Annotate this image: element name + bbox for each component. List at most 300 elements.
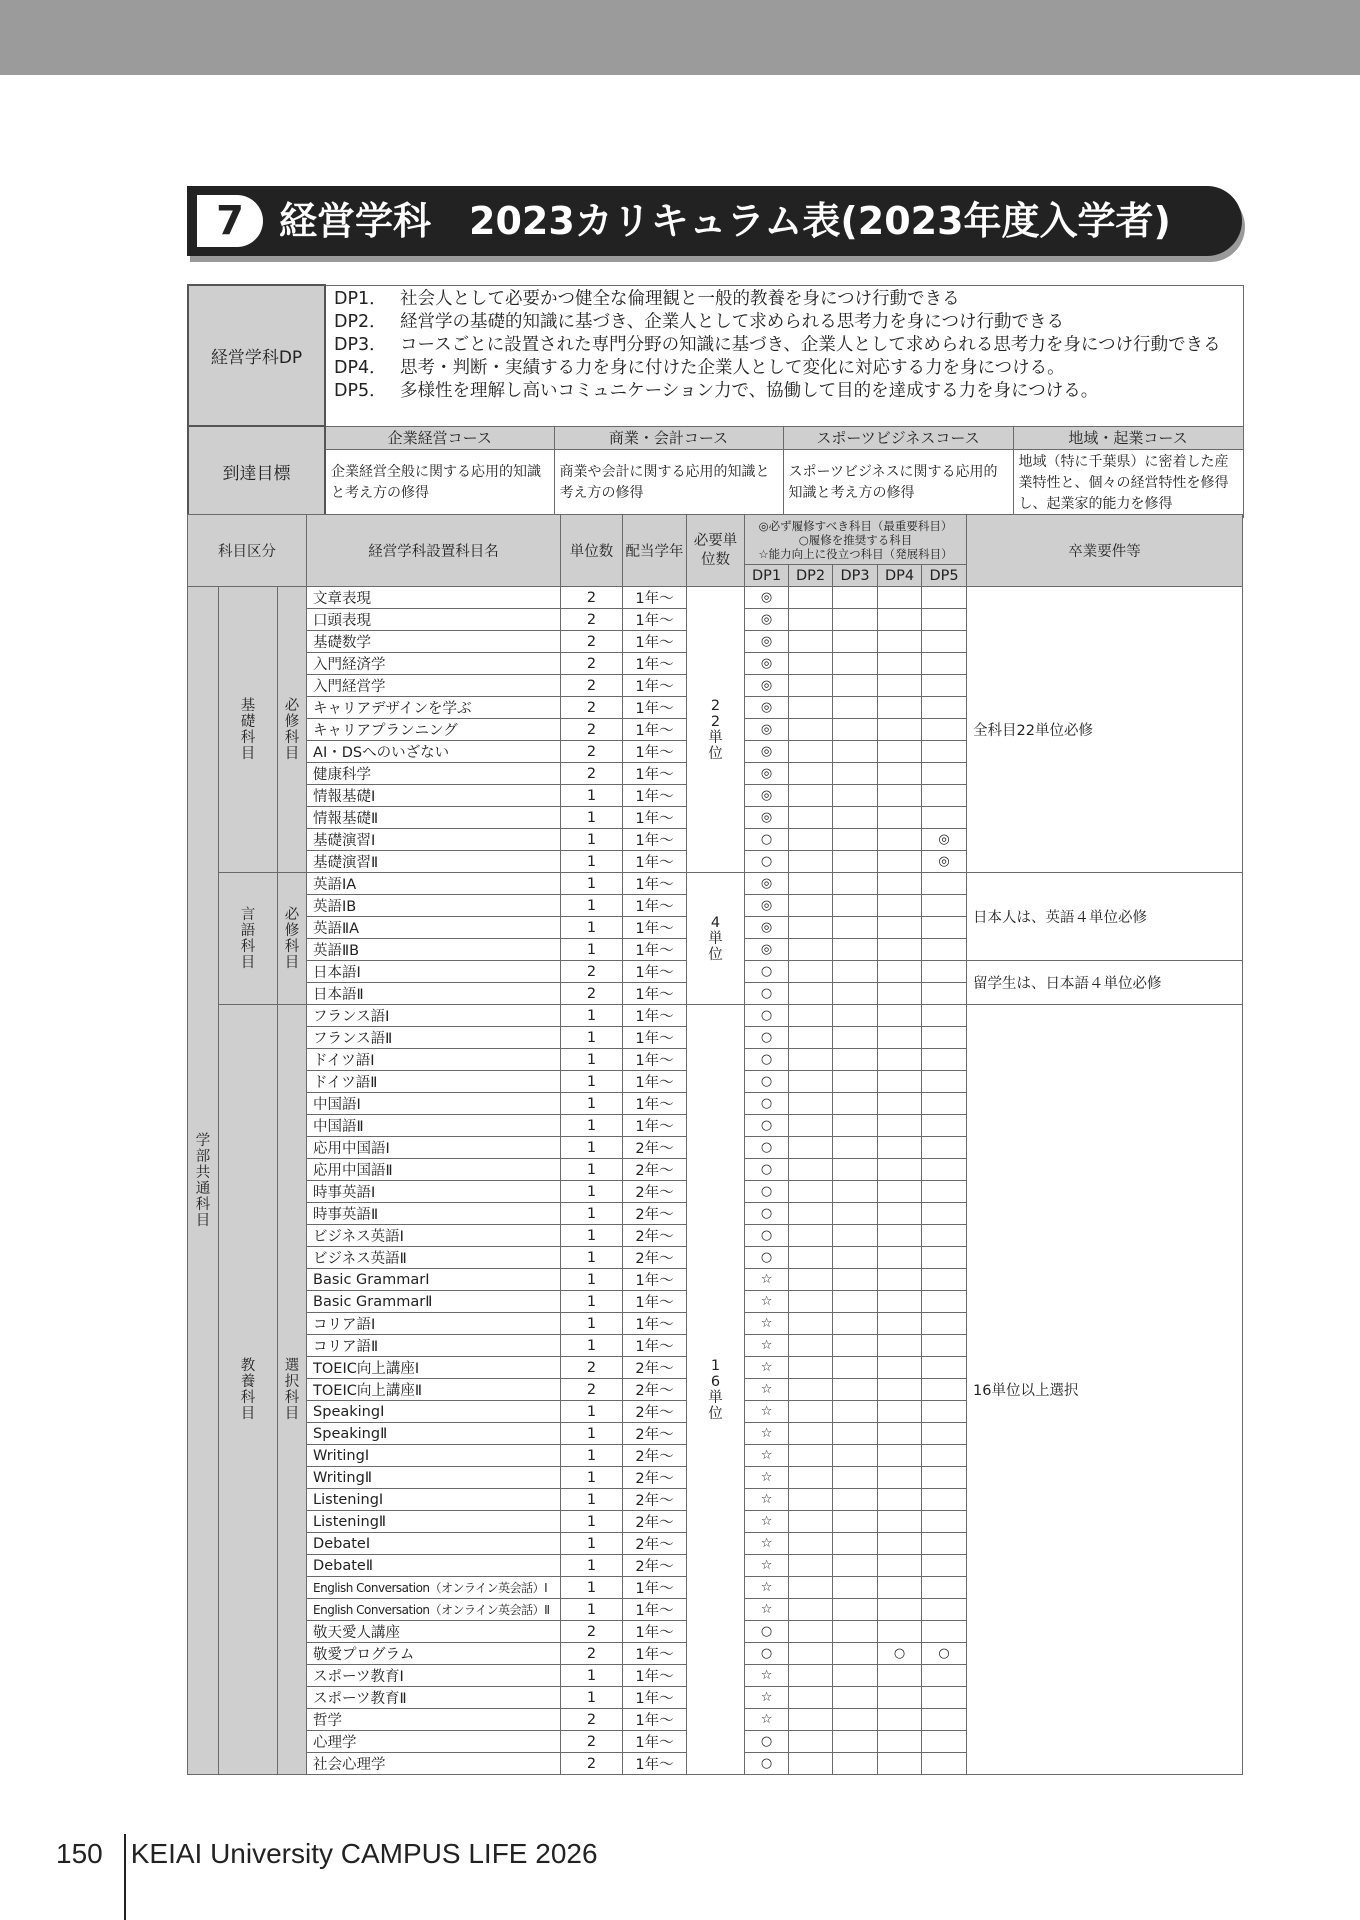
dp5-mark: [922, 741, 967, 763]
subject-units: 1: [561, 1577, 623, 1599]
dp5-mark: [922, 1731, 967, 1753]
dp-item-text: 思考・判断・実績する力を身に付けた企業人として変化に対応する力を身につける。: [400, 357, 1065, 378]
subject-year: 1年〜: [623, 829, 687, 851]
dp1-mark: ☆: [745, 1577, 789, 1599]
header-dp3: DP3: [833, 565, 878, 587]
subject-name: 口頭表現: [307, 609, 561, 631]
table-row: [188, 873, 1243, 895]
subject-year: 1年〜: [623, 697, 687, 719]
subject-year: 1年〜: [623, 741, 687, 763]
subject-year: 2年〜: [623, 1159, 687, 1181]
dp2-mark: [789, 1093, 833, 1115]
dp2-mark: [789, 1137, 833, 1159]
dp3-mark: [833, 653, 878, 675]
dp2-mark: [789, 719, 833, 741]
dp2-mark: [789, 1555, 833, 1577]
dp4-mark: [878, 1577, 922, 1599]
dp5-mark: [922, 1489, 967, 1511]
subject-name: 英語ⅠA: [307, 873, 561, 895]
dp-item-text: 経営学の基礎的知識に基づき、企業人として求められる思考力を身につけ行動できる: [400, 311, 1064, 332]
subject-units: 1: [561, 1027, 623, 1049]
dp4-mark: [878, 1159, 922, 1181]
header-dp5: DP5: [922, 565, 967, 587]
dp5-mark: [922, 1555, 967, 1577]
course-name: スポーツビジネスコース: [783, 426, 1013, 449]
dp2-mark: [789, 1445, 833, 1467]
subject-year: 2年〜: [623, 1181, 687, 1203]
subject-name: 応用中国語Ⅱ: [307, 1159, 561, 1181]
subject-name: フランス語Ⅱ: [307, 1027, 561, 1049]
dp5-mark: [922, 1115, 967, 1137]
subject-units: 2: [561, 587, 623, 609]
subject-year: 1年〜: [623, 1599, 687, 1621]
required-units: [687, 1005, 745, 1775]
dp3-mark: [833, 1555, 878, 1577]
subject-name: Basic GrammarⅡ: [307, 1291, 561, 1313]
dp5-mark: [922, 917, 967, 939]
dp1-mark: ☆: [745, 1555, 789, 1577]
dp2-mark: [789, 1731, 833, 1753]
dp5-mark: [922, 609, 967, 631]
dp2-mark: [789, 1423, 833, 1445]
dp3-mark: [833, 1181, 878, 1203]
dp5-mark: [922, 939, 967, 961]
subject-units: 1: [561, 829, 623, 851]
dp4-mark: [878, 1533, 922, 1555]
subject-units: 1: [561, 785, 623, 807]
dp2-mark: [789, 631, 833, 653]
dp3-mark: [833, 609, 878, 631]
dp1-mark: ◎: [745, 895, 789, 917]
dp2-mark: [789, 961, 833, 983]
dp2-mark: [789, 1005, 833, 1027]
subject-year: 1年〜: [623, 1071, 687, 1093]
dp3-mark: [833, 1159, 878, 1181]
dp3-mark: [833, 1291, 878, 1313]
subject-name: AI・DSへのいざない: [307, 741, 561, 763]
dp4-mark: ○: [878, 1643, 922, 1665]
dp5-mark: [922, 1401, 967, 1423]
dp1-mark: ○: [745, 1071, 789, 1093]
dp2-mark: [789, 1225, 833, 1247]
dp4-mark: [878, 653, 922, 675]
dp5-mark: [922, 1203, 967, 1225]
dp2-mark: [789, 741, 833, 763]
subject-year: 1年〜: [623, 785, 687, 807]
dp2-mark: [789, 1643, 833, 1665]
section-title: [187, 186, 1242, 262]
dp1-mark: ☆: [745, 1687, 789, 1709]
dp2-mark: [789, 1049, 833, 1071]
subject-units: 1: [561, 1555, 623, 1577]
dp4-mark: [878, 1379, 922, 1401]
dp2-mark: [789, 1577, 833, 1599]
dp2-mark: [789, 1621, 833, 1643]
dp1-mark: ☆: [745, 1313, 789, 1335]
dp1-mark: ◎: [745, 609, 789, 631]
dp-item-label: DP4．: [334, 357, 387, 378]
subject-units: 1: [561, 1599, 623, 1621]
dp-row: [188, 285, 1243, 426]
dp1-mark: ☆: [745, 1335, 789, 1357]
subject-units: 1: [561, 1093, 623, 1115]
kiso-required-label: [278, 587, 307, 873]
subject-units: 1: [561, 1687, 623, 1709]
dp3-mark: [833, 873, 878, 895]
subject-units: 2: [561, 1621, 623, 1643]
subject-name: ビジネス英語Ⅱ: [307, 1247, 561, 1269]
dp-item-label: DP5．: [334, 380, 387, 401]
dp1-mark: ○: [745, 1093, 789, 1115]
subject-name: 入門経済学: [307, 653, 561, 675]
dp-item-text: コースごとに設置された専門分野の知識に基づき、企業人として求められる思考力を身につけ行動できる: [400, 334, 1221, 355]
dp2-mark: [789, 873, 833, 895]
subject-name: 社会心理学: [307, 1753, 561, 1775]
dp1-mark: ○: [745, 1115, 789, 1137]
dp1-mark: ◎: [745, 785, 789, 807]
dp4-mark: [878, 675, 922, 697]
dp1-mark: ◎: [745, 741, 789, 763]
dp4-mark: [878, 741, 922, 763]
dp3-mark: [833, 763, 878, 785]
dp5-mark: [922, 675, 967, 697]
subject-name: 入門経営学: [307, 675, 561, 697]
dp4-mark: [878, 1269, 922, 1291]
subject-year: 1年〜: [623, 851, 687, 873]
dp2-mark: [789, 917, 833, 939]
gengo-label: [219, 873, 278, 1005]
dp1-mark: ☆: [745, 1489, 789, 1511]
dp3-mark: [833, 785, 878, 807]
subject-name: 健康科学: [307, 763, 561, 785]
subject-units: 1: [561, 939, 623, 961]
dp5-mark: [922, 1159, 967, 1181]
subject-name: 応用中国語Ⅰ: [307, 1137, 561, 1159]
dp4-mark: [878, 1687, 922, 1709]
dp3-mark: [833, 895, 878, 917]
dp2-mark: [789, 1709, 833, 1731]
subject-name: コリア語Ⅰ: [307, 1313, 561, 1335]
subject-name: English Conversation（オンライン英会話）Ⅱ: [307, 1599, 561, 1621]
dp1-mark: ◎: [745, 719, 789, 741]
dp4-mark: [878, 807, 922, 829]
subject-name: 敬天愛人講座: [307, 1621, 561, 1643]
dp3-mark: [833, 1489, 878, 1511]
dp2-mark: [789, 1687, 833, 1709]
subject-name: 基礎数学: [307, 631, 561, 653]
dp4-mark: [878, 1181, 922, 1203]
footer: [56, 1838, 598, 1870]
dp5-mark: [922, 1313, 967, 1335]
subject-units: 1: [561, 1005, 623, 1027]
subject-year: 1年〜: [623, 1291, 687, 1313]
subject-units: 1: [561, 1467, 623, 1489]
dp4-mark: [878, 851, 922, 873]
subject-year: 2年〜: [623, 1203, 687, 1225]
subject-year: 1年〜: [623, 1335, 687, 1357]
dp1-mark: ☆: [745, 1599, 789, 1621]
subject-units: 1: [561, 807, 623, 829]
dp5-mark: [922, 1225, 967, 1247]
subject-year: 1年〜: [623, 1665, 687, 1687]
dp1-mark: ☆: [745, 1709, 789, 1731]
dp4-mark: [878, 917, 922, 939]
subject-name: 文章表現: [307, 587, 561, 609]
subject-year: 1年〜: [623, 939, 687, 961]
dp2-mark: [789, 697, 833, 719]
course-desc: 企業経営全般に関する応用的知識と考え方の修得: [325, 449, 554, 517]
dp5-mark: [922, 1621, 967, 1643]
subject-name: 時事英語Ⅱ: [307, 1203, 561, 1225]
dp1-mark: ☆: [745, 1423, 789, 1445]
dp3-mark: [833, 1577, 878, 1599]
legend-2: ○履修を推奨する科目: [798, 532, 913, 547]
dp5-mark: [922, 1599, 967, 1621]
kyoyo-elective-label-text: 選択科目: [284, 1357, 300, 1422]
dp3-mark: [833, 1357, 878, 1379]
subject-name: 中国語Ⅱ: [307, 1115, 561, 1137]
subject-name: WritingⅠ: [307, 1445, 561, 1467]
subject-year: 2年〜: [623, 1533, 687, 1555]
subject-year: 2年〜: [623, 1467, 687, 1489]
dp4-mark: [878, 1555, 922, 1577]
dp2-mark: [789, 1071, 833, 1093]
subject-year: 1年〜: [623, 983, 687, 1005]
subject-name: SpeakingⅡ: [307, 1423, 561, 1445]
dp3-mark: [833, 1247, 878, 1269]
dp4-mark: [878, 609, 922, 631]
subject-year: 2年〜: [623, 1489, 687, 1511]
kyoyo-elective-label: [278, 1005, 307, 1775]
dp5-mark: [922, 807, 967, 829]
dp2-mark: [789, 1467, 833, 1489]
subject-year: 1年〜: [623, 1313, 687, 1335]
dp1-mark: ○: [745, 1643, 789, 1665]
kyoyo-label: [219, 1005, 278, 1775]
dp1-mark: ○: [745, 1181, 789, 1203]
dp5-mark: [922, 1181, 967, 1203]
subject-units: 2: [561, 675, 623, 697]
subject-name: WritingⅡ: [307, 1467, 561, 1489]
dp3-mark: [833, 697, 878, 719]
dp5-mark: ○: [922, 1643, 967, 1665]
dp2-mark: [789, 1379, 833, 1401]
dp5-mark: [922, 983, 967, 1005]
dp1-mark: ○: [745, 1049, 789, 1071]
dp4-mark: [878, 1467, 922, 1489]
header-legend: [745, 515, 967, 565]
grad-note: 16単位以上選択: [967, 1005, 1243, 1775]
page-title: 経営学科 2023カリキュラム表(2023年度入学者): [279, 199, 1171, 243]
required-units: [687, 873, 745, 1005]
subject-units: 1: [561, 1181, 623, 1203]
dp3-mark: [833, 587, 878, 609]
subject-units: 1: [561, 1401, 623, 1423]
subject-units: 1: [561, 1225, 623, 1247]
dp3-mark: [833, 1027, 878, 1049]
subject-name: ドイツ語Ⅰ: [307, 1049, 561, 1071]
dp1-mark: ○: [745, 1753, 789, 1775]
legend-3: ☆能力向上に役立つ科目（発展科目）: [758, 546, 953, 561]
dp1-mark: ○: [745, 1225, 789, 1247]
subject-name: 時事英語Ⅰ: [307, 1181, 561, 1203]
dp3-mark: [833, 741, 878, 763]
subject-units: 1: [561, 1489, 623, 1511]
kiso-label-text: 基礎科目: [240, 697, 256, 762]
dp2-mark: [789, 1181, 833, 1203]
dp2-mark: [789, 1665, 833, 1687]
dp3-mark: [833, 851, 878, 873]
dp1-mark: ☆: [745, 1665, 789, 1687]
dp4-mark: [878, 697, 922, 719]
required-units-text: 22単位: [708, 697, 723, 762]
footer-title: KEIAI University CAMPUS LIFE 2026: [130, 1838, 598, 1869]
dp1-mark: ○: [745, 1247, 789, 1269]
subject-year: 2年〜: [623, 1247, 687, 1269]
dp4-mark: [878, 1049, 922, 1071]
dp2-mark: [789, 1489, 833, 1511]
subject-year: 1年〜: [623, 1115, 687, 1137]
dp4-mark: [878, 1203, 922, 1225]
dp3-mark: [833, 1071, 878, 1093]
subject-year: 2年〜: [623, 1511, 687, 1533]
dp2-mark: [789, 1753, 833, 1775]
dp4-mark: [878, 1225, 922, 1247]
dp4-mark: [878, 1071, 922, 1093]
dp-item-label: DP2．: [334, 311, 387, 332]
header-dp2: DP2: [789, 565, 833, 587]
dp5-mark: [922, 1093, 967, 1115]
subject-units: 2: [561, 1379, 623, 1401]
subject-year: 2年〜: [623, 1445, 687, 1467]
dp5-mark: [922, 785, 967, 807]
kiso-required-label-text: 必修科目: [284, 697, 300, 762]
dp4-mark: [878, 1115, 922, 1137]
dp5-mark: [922, 1467, 967, 1489]
dp3-mark: [833, 1203, 878, 1225]
dp4-mark: [878, 939, 922, 961]
dp4-mark: [878, 1005, 922, 1027]
dp3-mark: [833, 631, 878, 653]
subject-year: 2年〜: [623, 1225, 687, 1247]
dp1-mark: ☆: [745, 1291, 789, 1313]
subject-year: 1年〜: [623, 1577, 687, 1599]
dp2-mark: [789, 1027, 833, 1049]
dp1-mark: ○: [745, 1027, 789, 1049]
dp1-mark: ○: [745, 961, 789, 983]
dp4-mark: [878, 763, 922, 785]
subject-name: キャリアデザインを学ぶ: [307, 697, 561, 719]
dp4-mark: [878, 785, 922, 807]
dp2-mark: [789, 807, 833, 829]
dp3-mark: [833, 1137, 878, 1159]
dp5-mark: ◎: [922, 829, 967, 851]
subject-name: 日本語Ⅰ: [307, 961, 561, 983]
dp4-mark: [878, 873, 922, 895]
subject-year: 2年〜: [623, 1357, 687, 1379]
dp5-mark: [922, 1335, 967, 1357]
subject-year: 2年〜: [623, 1401, 687, 1423]
dp3-mark: [833, 961, 878, 983]
dp2-mark: [789, 939, 833, 961]
dp3-mark: [833, 1665, 878, 1687]
dp5-mark: [922, 1511, 967, 1533]
subject-name: ListeningⅠ: [307, 1489, 561, 1511]
dp1-mark: ☆: [745, 1511, 789, 1533]
subject-units: 1: [561, 1335, 623, 1357]
subject-name: SpeakingⅠ: [307, 1401, 561, 1423]
subject-year: 1年〜: [623, 1005, 687, 1027]
dp4-mark: [878, 1335, 922, 1357]
subject-year: 1年〜: [623, 1621, 687, 1643]
goals-label: 到達目標: [188, 426, 325, 517]
required-units: [687, 587, 745, 873]
subject-year: 2年〜: [623, 1379, 687, 1401]
faculty-common-label: [188, 587, 219, 1775]
header-dp4: DP4: [878, 565, 922, 587]
subject-name: Basic GrammarⅠ: [307, 1269, 561, 1291]
subject-units: 1: [561, 1291, 623, 1313]
dp2-mark: [789, 1511, 833, 1533]
dp5-mark: [922, 653, 967, 675]
subject-name: 英語ⅡB: [307, 939, 561, 961]
dp4-mark: [878, 1665, 922, 1687]
subject-units: 2: [561, 1709, 623, 1731]
required-units-text: 16単位: [708, 1357, 723, 1422]
subject-units: 1: [561, 1071, 623, 1093]
dp4-mark: [878, 895, 922, 917]
dp4-mark: [878, 1709, 922, 1731]
dp3-mark: [833, 1115, 878, 1137]
dp1-mark: ○: [745, 851, 789, 873]
dp-label: 経営学科DP: [188, 285, 325, 426]
dp5-mark: [922, 763, 967, 785]
faculty-common-label-text: 学部共通科目: [195, 1132, 211, 1229]
subject-name: DebateⅡ: [307, 1555, 561, 1577]
subject-year: 1年〜: [623, 763, 687, 785]
dp4-mark: [878, 631, 922, 653]
dp-item-text: 社会人として必要かつ健全な倫理観と一般的教養を身につけ行動できる: [400, 288, 960, 309]
dp2-mark: [789, 1269, 833, 1291]
dp-item: [334, 357, 1235, 380]
dp5-mark: [922, 631, 967, 653]
subject-year: 1年〜: [623, 873, 687, 895]
dp3-mark: [833, 829, 878, 851]
dp4-mark: [878, 719, 922, 741]
subject-name: スポーツ教育Ⅰ: [307, 1665, 561, 1687]
subject-units: 1: [561, 895, 623, 917]
header-required-text: 必要単位数: [693, 532, 738, 568]
dp5-mark: [922, 1071, 967, 1093]
subject-name: 基礎演習Ⅰ: [307, 829, 561, 851]
course-name: 企業経営コース: [325, 426, 554, 449]
dp3-mark: [833, 675, 878, 697]
dp2-mark: [789, 895, 833, 917]
subject-units: 1: [561, 1159, 623, 1181]
dp1-mark: ○: [745, 1005, 789, 1027]
dp5-mark: [922, 1379, 967, 1401]
dp5-mark: [922, 719, 967, 741]
dp3-mark: [833, 1511, 878, 1533]
header-subject: 経営学科設置科目名: [307, 515, 561, 587]
subject-year: 1年〜: [623, 1753, 687, 1775]
dp1-mark: ☆: [745, 1533, 789, 1555]
grad-note: 全科目22単位必修: [967, 587, 1243, 873]
dp4-mark: [878, 1247, 922, 1269]
dp5-mark: [922, 697, 967, 719]
dp2-mark: [789, 983, 833, 1005]
dp4-mark: [878, 1423, 922, 1445]
